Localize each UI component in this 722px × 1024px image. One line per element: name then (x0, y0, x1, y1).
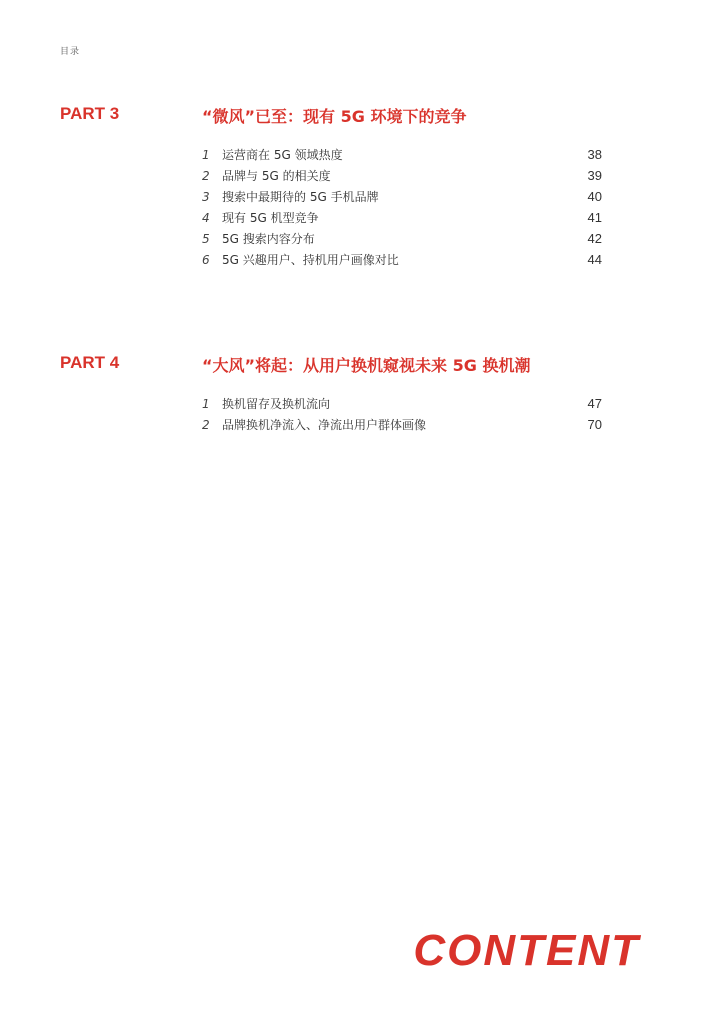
toc-item[interactable] (202, 230, 602, 251)
toc-item-title: 5G 兴趣用户、持机用户画像对比 (222, 253, 399, 267)
toc-item-page: 39 (587, 168, 602, 183)
toc-item-title: 换机留存及换机流向 (222, 397, 331, 411)
toc-item-number: 2 (202, 418, 210, 432)
part-4-title: “大风”将起：从用户换机窥视未来 5G 换机潮 (202, 356, 531, 375)
toc-item-number: 2 (202, 169, 210, 183)
toc-item-title: 现有 5G 机型竞争 (222, 211, 319, 225)
toc-item-number: 6 (202, 253, 210, 267)
part-4-toc-list (202, 395, 602, 437)
toc-item-page: 40 (587, 189, 602, 204)
toc-item-number: 4 (202, 211, 210, 225)
toc-item-number: 3 (202, 190, 210, 204)
toc-item-title: 5G 搜索内容分布 (222, 232, 315, 246)
toc-item[interactable] (202, 188, 602, 209)
toc-item-page: 38 (587, 147, 602, 162)
toc-item-page: 42 (587, 231, 602, 246)
toc-item-number: 5 (202, 232, 210, 246)
part-3-label: PART 3 (60, 104, 120, 123)
toc-item-title: 品牌换机净流入、净流出用户群体画像 (222, 418, 427, 432)
toc-item-title: 运营商在 5G 领域热度 (222, 148, 343, 162)
toc-item[interactable] (202, 416, 602, 437)
toc-item[interactable] (202, 167, 602, 188)
toc-item-title: 搜索中最期待的 5G 手机品牌 (222, 190, 379, 204)
part-3-toc-list (202, 146, 602, 272)
page-header-label: 目录 (60, 47, 81, 57)
toc-item[interactable] (202, 251, 602, 272)
toc-item-number: 1 (202, 148, 210, 162)
toc-item-page: 47 (587, 396, 602, 411)
toc-item[interactable] (202, 146, 602, 167)
toc-item-page: 70 (587, 417, 602, 432)
toc-item-page: 41 (587, 210, 602, 225)
toc-item-title: 品牌与 5G 的相关度 (222, 169, 331, 183)
toc-item-number: 1 (202, 397, 210, 411)
part-4-label: PART 4 (60, 353, 120, 372)
toc-item[interactable] (202, 395, 602, 416)
toc-item-page: 44 (587, 252, 602, 267)
content-watermark-word: CONTENT (413, 926, 640, 975)
part-3-title: “微风”已至：现有 5G 环境下的竞争 (202, 107, 467, 126)
toc-item[interactable] (202, 209, 602, 230)
